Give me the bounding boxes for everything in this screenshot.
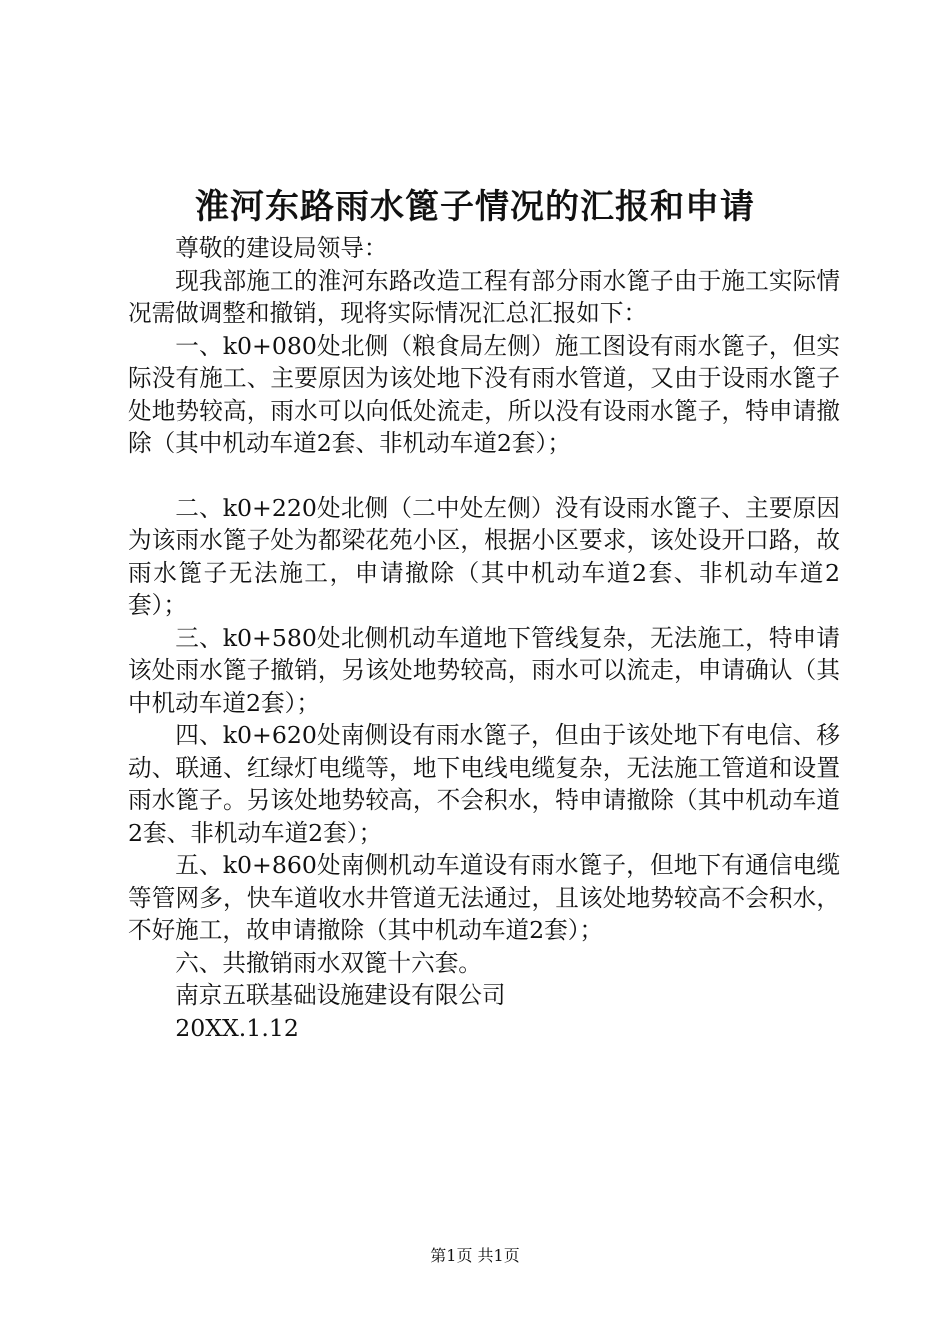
- item-paragraph-1: 一、k0+080处北侧（粮食局左侧）施工图设有雨水篦子，但实际没有施工、主要原因为该处地下没有雨水管道，又由于设雨水篦子处地势较高，雨水可以向低处流走，所以没有设雨水篦子，特申请撤除（其中机动车道2套、非机动车道2套）；: [128, 331, 840, 457]
- item-paragraph-4: 四、k0+620处南侧设有雨水篦子，但由于该处地下有电信、移动、联通、红绿灯电缆等，地下电线电缆复杂，无法施工管道和设置雨水篦子。另该处地势较高，不会积水，特申请撤除（其中机动车道2套、非机动车道2套）；: [128, 721, 840, 847]
- page-number-footer: 第1页 共1页: [430, 1246, 520, 1265]
- item-paragraph-6: 六、共撤销雨水双篦十六套。: [175, 948, 482, 977]
- company-name: 南京五联基础设施建设有限公司: [175, 981, 506, 1009]
- intro-paragraph: 现我部施工的淮河东路改造工程有部分雨水篦子由于施工实际情况需做调整和撤销，现将实际情况汇总汇报如下：: [128, 266, 840, 327]
- document-body: [128, 232, 840, 1044]
- item-paragraph-3: 三、k0+580处北侧机动车道地下管线复杂，无法施工，特申请该处雨水篦子撤销，另该处地势较高，雨水可以流走，申请确认（其中机动车道2套）；: [128, 623, 840, 717]
- document-date: 20XX.1.12: [175, 1013, 299, 1042]
- item-paragraph-2: 二、k0+220处北侧（二中处左侧）没有设雨水篦子、主要原因为该雨水篦子处为都梁花苑小区，根据小区要求，该处设开口路，故雨水篦子无法施工，申请撤除（其中机动车道2套、非机动车道2套）；: [128, 493, 840, 619]
- item-paragraph-5: 五、k0+860处南侧机动车道设有雨水篦子，但地下有通信电缆等管网多，快车道收水井管道无法通过，且该处地势较高不会积水，不好施工，故申请撤除（其中机动车道2套）；: [128, 851, 840, 944]
- salutation: 尊敬的建设局领导：: [175, 234, 388, 262]
- document-title: 淮河东路雨水篦子情况的汇报和申请: [195, 187, 755, 227]
